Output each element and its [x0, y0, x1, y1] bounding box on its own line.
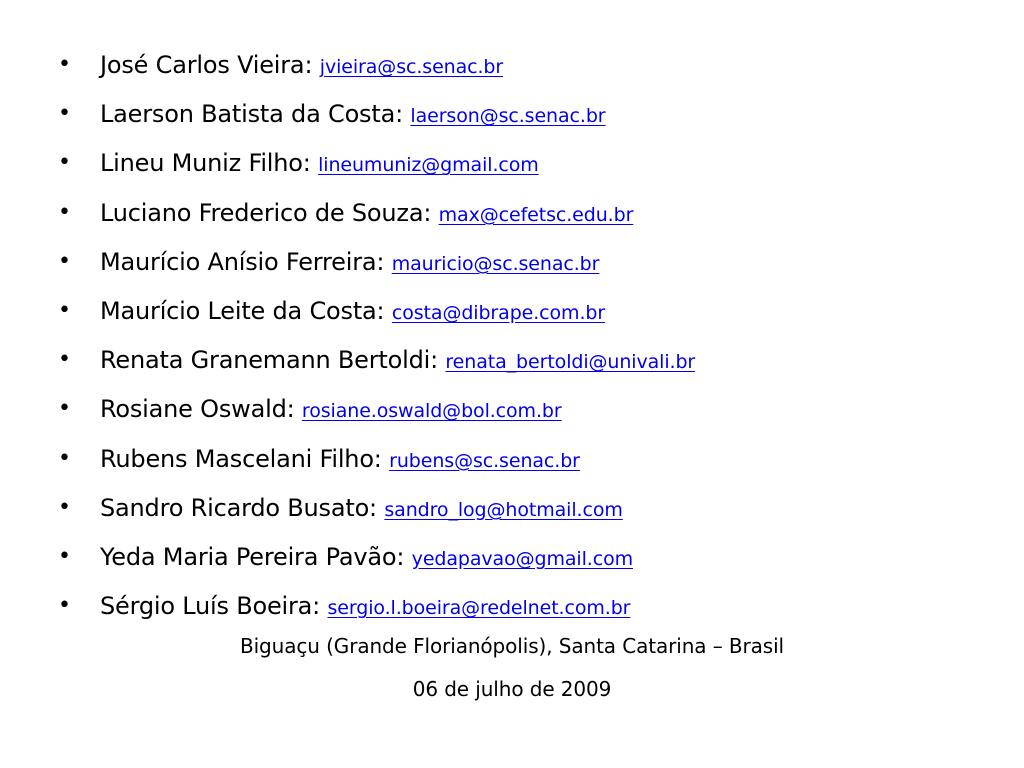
contact-email-link[interactable]: sergio.l.boeira@redelnet.com.br: [327, 597, 631, 620]
contact-name: Sérgio Luís Boeira:: [100, 592, 328, 621]
contact-item: [58, 436, 998, 485]
bullet-icon: •: [58, 494, 71, 520]
contact-email-link[interactable]: max@cefetsc.edu.br: [438, 203, 634, 226]
bullet-icon: •: [58, 297, 71, 323]
contact-text: [100, 288, 605, 337]
contact-item: [58, 288, 998, 337]
contact-email-link[interactable]: mauricio@sc.senac.br: [391, 252, 600, 275]
contact-name: Laerson Batista da Costa:: [100, 100, 411, 129]
contact-text: [100, 485, 623, 534]
contact-name: Maurício Leite da Costa:: [100, 296, 392, 325]
contact-email-link[interactable]: rubens@sc.senac.br: [389, 449, 580, 472]
contact-text: [100, 534, 633, 583]
contact-item: [58, 485, 998, 534]
contact-email-link[interactable]: jvieira@sc.senac.br: [319, 56, 504, 78]
contact-email-link[interactable]: lineumuniz@gmail.com: [318, 154, 539, 177]
contact-text: [100, 436, 580, 485]
contact-name: Renata Granemann Bertoldi:: [100, 346, 446, 375]
contact-name: Rosiane Oswald:: [100, 395, 302, 424]
contact-name: Rubens Mascelani Filho:: [100, 444, 390, 473]
contact-name: Luciano Frederico de Souza:: [100, 198, 439, 227]
contact-text: [100, 140, 539, 189]
contact-text: [100, 91, 606, 140]
contact-item: [58, 386, 998, 435]
contact-text: [100, 386, 562, 435]
contact-item: [58, 534, 998, 583]
bullet-icon: •: [58, 199, 71, 225]
contact-email-link[interactable]: costa@dibrape.com.br: [391, 301, 606, 324]
contact-item: [58, 239, 998, 288]
contact-email-link[interactable]: laerson@sc.senac.br: [410, 105, 606, 128]
contact-name: Lineu Muniz Filho:: [100, 149, 319, 178]
contact-email-link[interactable]: rosiane.oswald@bol.com.br: [301, 400, 562, 423]
bullet-icon: •: [58, 150, 71, 176]
contact-item: [58, 583, 998, 632]
contact-name: Yeda Maria Pereira Pavão:: [100, 542, 412, 571]
contact-name: Maurício Anísio Ferreira:: [100, 247, 392, 276]
footer-date: 06 de julho de 2009: [412, 677, 612, 701]
bullet-icon: •: [58, 101, 71, 127]
contact-text: [100, 337, 695, 386]
contact-text: [100, 583, 630, 632]
bullet-icon: •: [58, 347, 71, 373]
bullet-icon: •: [58, 445, 71, 471]
contact-text: [100, 239, 599, 288]
contact-item: [58, 42, 998, 91]
contact-text: [100, 42, 503, 91]
contact-name: Sandro Ricardo Busato:: [100, 493, 385, 522]
contact-item: [58, 337, 998, 386]
bullet-icon: •: [58, 248, 71, 274]
contact-item: [58, 190, 998, 239]
contact-email-link[interactable]: yedapavao@gmail.com: [411, 547, 634, 570]
contact-name: José Carlos Vieira:: [100, 51, 320, 79]
contact-email-link[interactable]: renata_bertoldi@univali.br: [445, 351, 696, 374]
contact-item: [58, 140, 998, 189]
footer-location: Biguaçu (Grande Florianópolis), Santa Catarina – Brasil: [239, 634, 785, 658]
bullet-icon: •: [58, 543, 71, 569]
contact-item: [58, 91, 998, 140]
contact-list: [58, 42, 998, 632]
bullet-icon: •: [58, 593, 71, 619]
contact-email-link[interactable]: sandro_log@hotmail.com: [384, 498, 623, 521]
contact-text: [100, 190, 633, 239]
bullet-icon: •: [58, 396, 71, 422]
bullet-icon: •: [58, 52, 71, 77]
